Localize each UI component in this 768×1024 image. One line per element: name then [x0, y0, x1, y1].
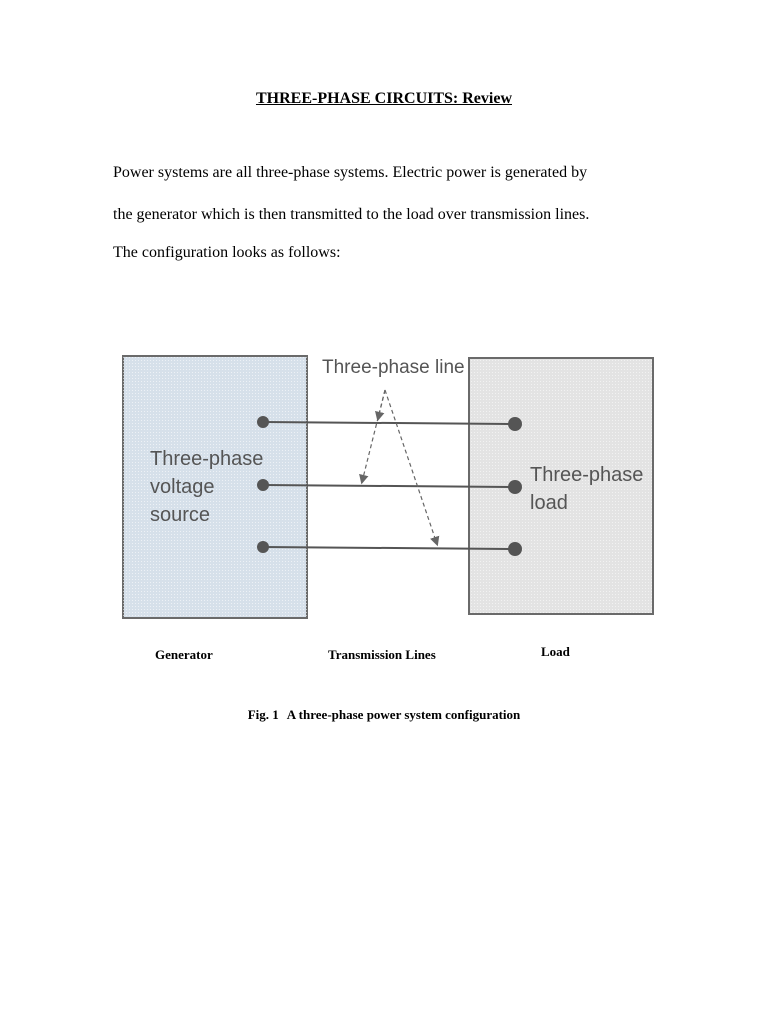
load-label-line-1: Three-phase — [530, 464, 644, 486]
load-terminal-b — [508, 480, 522, 494]
load-label-line-2: load — [530, 492, 568, 514]
source-terminal-b — [257, 479, 269, 491]
source-label-line-1: Three-phase — [150, 448, 264, 470]
source-label-line-3: source — [150, 504, 211, 526]
paragraph-line-1: Power systems are all three-phase systems. Electric power is generated by — [113, 164, 588, 181]
figure-title: A three-phase power system configuration — [286, 707, 521, 722]
page-title: THREE-PHASE CIRCUITS: Review — [255, 90, 512, 107]
pointer-arrow-b — [362, 390, 385, 482]
source-terminal-a — [257, 416, 269, 428]
source-terminal-c — [257, 541, 269, 553]
paragraph-line-2: the generator which is then transmitted to the load over transmission lines. — [113, 206, 590, 223]
load-caption: Load — [541, 644, 570, 659]
figure-caption — [0, 707, 768, 723]
load-terminal-a — [508, 417, 522, 431]
load-terminal-c — [508, 542, 522, 556]
generator-caption: Generator — [155, 647, 213, 662]
source-label-line-2: voltage — [150, 476, 215, 498]
three-phase-line-label: Three-phase line — [322, 357, 465, 378]
paragraph-line-3: The configuration looks as follows: — [113, 244, 341, 261]
figure-number: Fig. 1 — [247, 707, 279, 722]
transmission-lines-caption: Transmission Lines — [328, 647, 436, 662]
pointer-arrow-c — [385, 390, 437, 544]
